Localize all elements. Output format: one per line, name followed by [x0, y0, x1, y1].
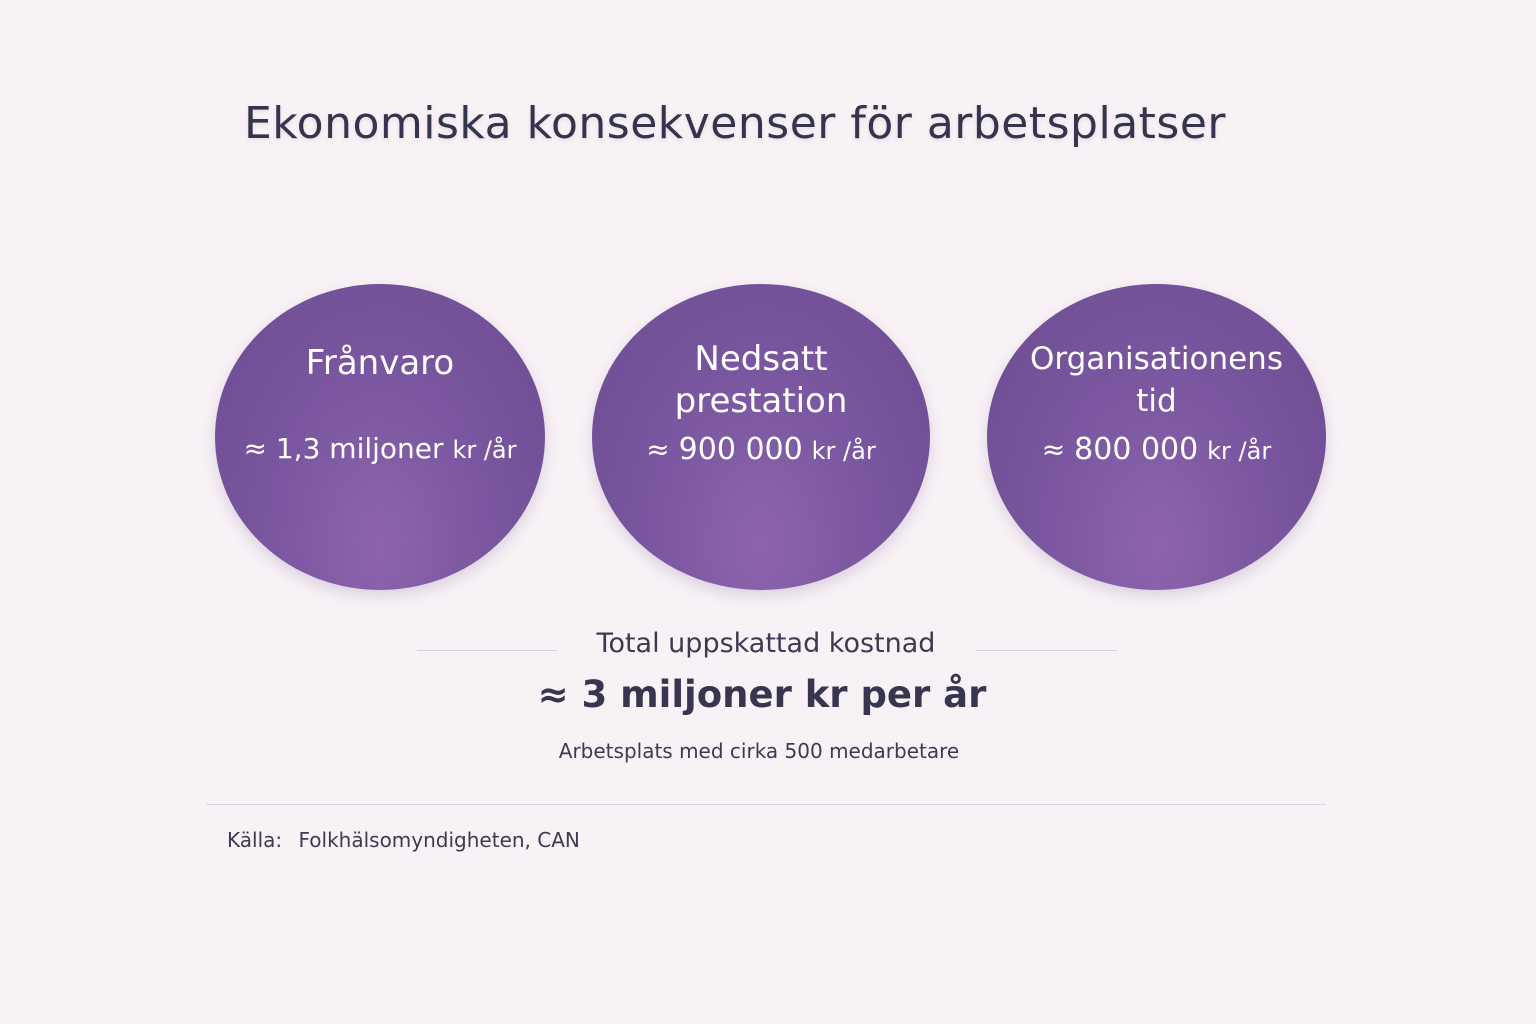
circle-label-line: Frånvaro — [305, 343, 455, 383]
circle-label-line: Nedsatt — [694, 339, 828, 379]
circle-unit: kr /år — [811, 437, 876, 465]
circle-amount: 1,3 miljoner — [275, 432, 444, 465]
cost-circle-franvaro — [215, 284, 545, 590]
circle-unit: kr /år — [452, 436, 517, 464]
total-subtext: Arbetsplats med cirka 500 medarbetare — [558, 739, 960, 763]
total-label: Total uppskattad kostnad — [596, 628, 936, 659]
circle-value — [592, 432, 930, 467]
circle-label-line: tid — [1136, 383, 1177, 419]
circle-unit: kr /år — [1207, 437, 1272, 465]
circle-label — [215, 342, 545, 384]
circle-label-line: prestation — [674, 381, 848, 421]
total-value: ≈ 3 miljoner kr per år — [537, 673, 987, 716]
circle-label — [987, 338, 1326, 422]
cost-circle-nedsatt-prestation — [592, 284, 930, 590]
circle-value — [215, 432, 545, 465]
circle-amount: 900 000 — [678, 432, 803, 467]
approx-symbol: ≈ — [1041, 433, 1066, 466]
approx-symbol: ≈ — [243, 432, 267, 465]
footer-divider — [206, 804, 1326, 805]
source-text: Folkhälsomyndigheten, CAN — [298, 828, 580, 852]
source-citation — [227, 828, 580, 852]
cost-circle-organisationens-tid — [987, 284, 1326, 590]
approx-symbol: ≈ — [646, 433, 670, 466]
source-label: Källa: — [227, 828, 283, 852]
circle-amount: 800 000 — [1074, 432, 1199, 467]
circle-label — [592, 338, 930, 422]
page-title: Ekonomiska konsekvenser för arbetsplatser — [243, 98, 1227, 149]
circle-value — [987, 432, 1326, 467]
circle-label-line: Organisationens — [1030, 341, 1283, 377]
